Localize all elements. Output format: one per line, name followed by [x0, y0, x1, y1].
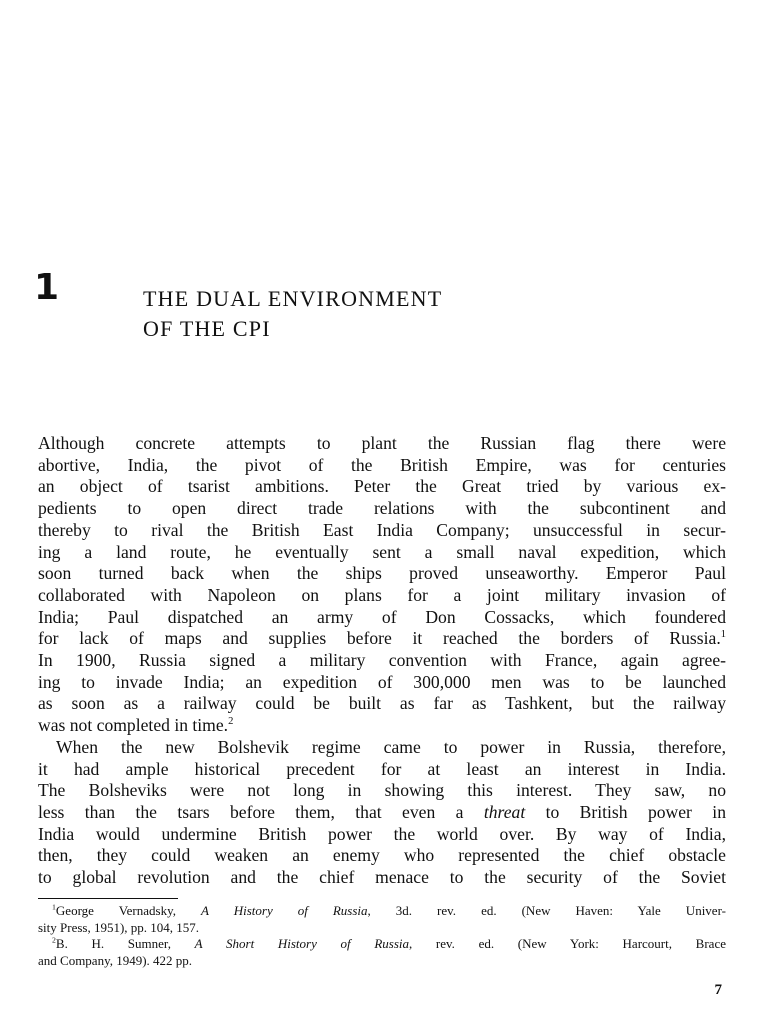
body-line: it had ample historical precedent for at least an interest in India. [38, 758, 726, 779]
body-line [38, 715, 726, 737]
body-line: Although concrete attempts to plant the Russian flag there were [38, 433, 726, 453]
body-line-text: less than the tsars before them, that even a [38, 801, 484, 822]
body-text [38, 433, 726, 889]
footnote-2 [38, 936, 726, 953]
body-line: to global revolution and the chief menace to the security of the Soviet [38, 867, 726, 888]
chapter-title [143, 284, 442, 344]
emphasis-threat: threat [483, 801, 526, 822]
body-line: abortive, India, the pivot of the British Empire, was for centuries [38, 454, 726, 475]
body-line: an object of tsarist ambitions. Peter the Great tried by various ex- [38, 476, 726, 497]
footnote-text: , rev. ed. (New York: Harcourt, Brace [409, 936, 726, 951]
body-line-text-tail: to British power in [525, 801, 726, 822]
body-line: thereby to rival the British East India Company; unsuccessful in secur- [38, 519, 726, 540]
body-line-text: for lack of maps and supplies before it reached the borders of Russia. [38, 628, 721, 649]
body-line: as soon as a railway could be built as far as Tashkent, but the railway [38, 693, 726, 714]
chapter-title-line-2: OF THE CPI [143, 316, 271, 341]
footnotes [38, 903, 726, 969]
chapter-title-line-1: THE DUAL ENVIRONMENT [143, 286, 443, 311]
footnote-marker: 2 [52, 935, 56, 945]
footnote-1-continued: sity Press, 1951), pp. 104, 157. [38, 919, 200, 935]
body-line: India; Paul dispatched an army of Don Cossacks, which foundered [38, 606, 726, 627]
body-line: collaborated with Napoleon on plans for a joint military invasion of [38, 584, 726, 605]
footnote-book-title: A Short History of Russia [194, 936, 409, 951]
footnote-marker: 1 [52, 902, 56, 912]
footnote-divider [38, 898, 178, 899]
body-line: ing a land route, he eventually sent a small naval expedition, which [38, 541, 726, 562]
body-line: When the new Bolshevik regime came to power in Russia, therefore, [56, 736, 726, 757]
page-number: 7 [714, 982, 722, 998]
body-line: pedients to open direct trade relations with the subcontinent and [38, 498, 726, 519]
footnote-book-title: A History of Russia [201, 903, 368, 918]
body-line: then, they could weaken an enemy who represented the chief obstacle [38, 845, 726, 866]
body-line [38, 802, 726, 824]
body-line: In 1900, Russia signed a military convention with France, again agree- [38, 650, 726, 671]
footnote-author: George Vernadsky, [55, 903, 201, 918]
footnote-author: B. H. Sumner, [55, 936, 195, 951]
footnote-reference: 2 [228, 716, 234, 728]
chapter-number: 1 [34, 267, 60, 308]
body-line: India would undermine British power the world over. By way of India, [38, 823, 726, 844]
footnote-1 [38, 903, 726, 920]
body-line-text: was not completed in time. [38, 715, 229, 736]
body-line [38, 628, 726, 650]
body-line: soon turned back when the ships proved unseaworthy. Emperor Paul [38, 563, 726, 584]
footnote-reference: 1 [720, 629, 726, 641]
body-line: ing to invade India; an expedition of 300,000 men was to be launched [38, 671, 726, 692]
footnote-text: , 3d. rev. ed. (New Haven: Yale Univer- [367, 903, 726, 918]
body-line: The Bolsheviks were not long in showing this interest. They saw, no [38, 780, 726, 801]
footnote-2-continued: and Company, 1949). 422 pp. [38, 952, 193, 968]
